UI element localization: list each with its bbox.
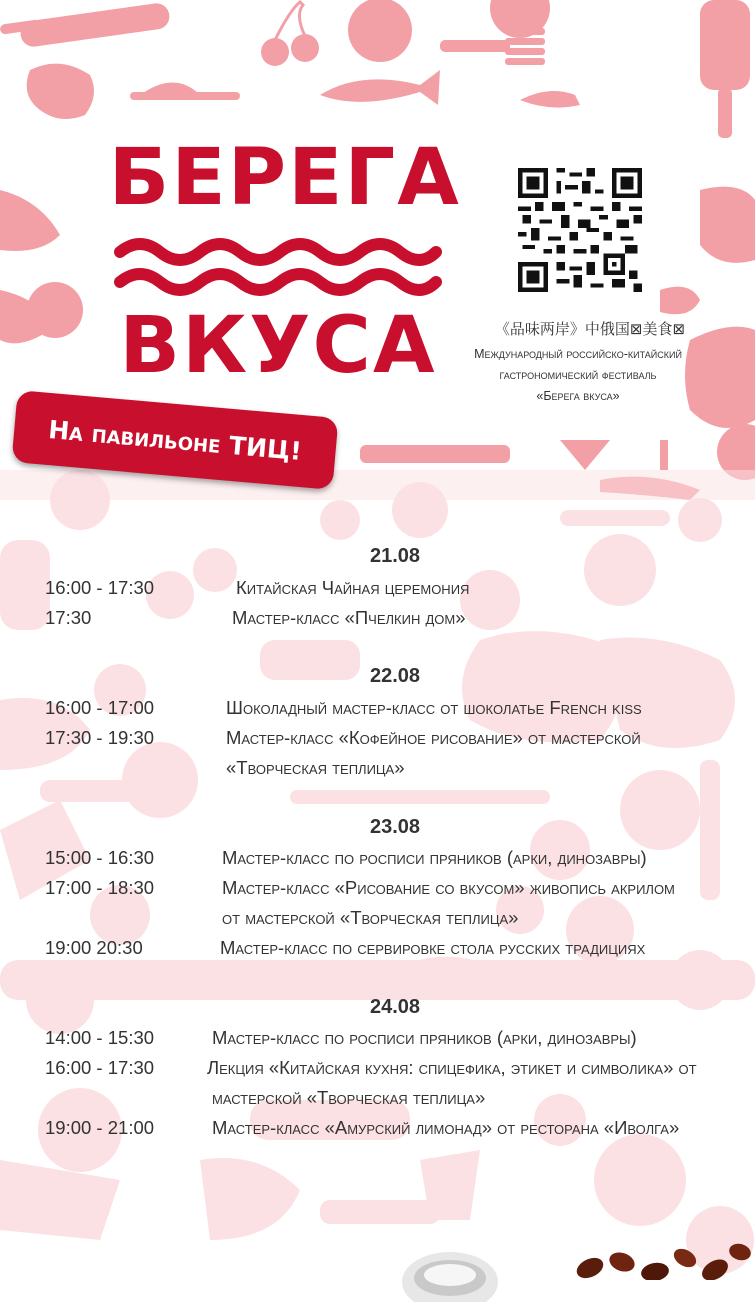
event-time: 14:00 - 15:30 (45, 1027, 155, 1048)
event-title: Лекция «Китайская кухня: спицефика, этикет и символика» от (207, 1057, 697, 1078)
day-date: 21.08 (369, 545, 421, 567)
event-title-continued: мастерской «Творческая теплица» (212, 1087, 486, 1108)
festival-chinese-title: 《品味两岸》中俄国⊠美食⊠ (494, 320, 686, 338)
cup-illustration (395, 1242, 505, 1302)
festival-description (448, 344, 708, 407)
event-title: Шоколадный мастер-класс от шоколатье French kiss (226, 697, 642, 718)
logo-word-bottom: ВКУСА (119, 301, 437, 391)
event-title: Мастер-класс по сервировке стола русских традициях (220, 937, 646, 958)
event-time: 19:00 20:30 (45, 937, 143, 958)
event-time: 17:30 - 19:30 (45, 727, 155, 748)
event-title: Мастер-класс «Пчелкин дом» (232, 607, 466, 628)
event-title: Мастер-класс «Рисование со вкусом» живопись акрилом (222, 877, 675, 898)
event-title: Китайская Чайная церемония (236, 577, 470, 598)
festival-line-3: «Берега вкуса» (536, 389, 620, 403)
day-date: 24.08 (369, 996, 421, 1018)
badge-text: На павильоне ТИЦ! (47, 414, 303, 466)
waves-icon (112, 234, 444, 298)
festival-line-2: гастрономический фестиваль (499, 368, 657, 382)
event-time: 16:00 - 17:00 (45, 697, 155, 718)
event-title: Мастер-класс по росписи пряников (арки, динозавры) (222, 847, 647, 868)
day-date: 22.08 (369, 665, 421, 687)
event-time: 15:00 - 16:30 (45, 847, 155, 868)
event-title: Мастер-класс «Кофейное рисование» от мастерской (226, 727, 641, 748)
coffee-beans-illustration (560, 1232, 755, 1280)
event-time: 17:00 - 18:30 (45, 877, 155, 898)
qr-code[interactable] (518, 168, 642, 292)
event-title: Мастер-класс «Амурский лимонад» от ресторана «Иволга» (212, 1117, 680, 1138)
logo-word-top: БЕРЕГА (108, 133, 461, 223)
day-date: 23.08 (369, 816, 421, 838)
event-title: Мастер-класс по росписи пряников (арки, динозавры) (212, 1027, 637, 1048)
event-time: 17:30 (45, 607, 92, 628)
event-time: 16:00 - 17:30 (45, 1057, 155, 1078)
event-time: 19:00 - 21:00 (45, 1117, 155, 1138)
event-time: 16:00 - 17:30 (45, 577, 155, 598)
festival-logo (108, 133, 461, 394)
event-title-continued: от мастерской «Творческая теплица» (222, 907, 519, 928)
festival-line-1: Международный российско-китайский (474, 347, 682, 361)
event-title-continued: «Творческая теплица» (226, 757, 405, 778)
